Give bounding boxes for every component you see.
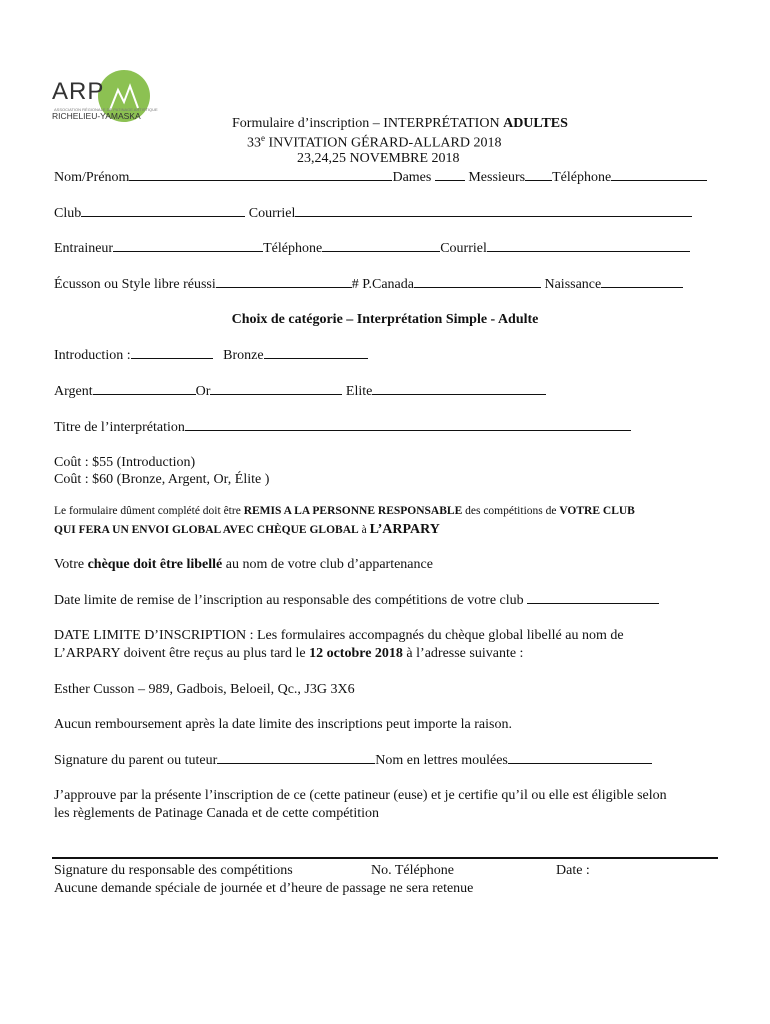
footer-divider (52, 857, 718, 859)
elite-label: Elite (345, 384, 373, 399)
naissance-field[interactable] (601, 276, 683, 288)
row-nom (54, 169, 707, 186)
titre-label: Titre de l’interprétation (54, 420, 185, 435)
argent-field[interactable] (93, 383, 196, 395)
cheque-bold: chèque doit être libellé (87, 557, 223, 572)
notice-line1 (54, 505, 635, 517)
elite-field[interactable] (372, 383, 546, 395)
footer-signature-label: Signature du responsable des compétitions (54, 863, 293, 878)
row-signature-parent (54, 752, 652, 769)
form-title (232, 116, 568, 132)
introduction-field[interactable] (131, 347, 213, 359)
cheque-line (54, 557, 433, 573)
notice-votre-club: VOTRE CLUB (559, 505, 635, 517)
event-title: INVITATION GÉRARD-ALLARD 2018 (265, 135, 502, 151)
pcanada-field[interactable] (414, 276, 541, 288)
footer-date-label: Date : (556, 863, 590, 878)
titre-field[interactable] (185, 419, 631, 431)
row-introduction (54, 347, 368, 364)
courriel-label: Courriel (248, 206, 296, 221)
address: Esther Cusson – 989, Gadbois, Beloeil, Qc., J3G 3X6 (54, 682, 355, 697)
deadline-pre: L’ARPARY doivent être reçus au plus tard le (54, 646, 310, 661)
cheque-post: au nom de votre club d’appartenance (222, 557, 433, 572)
deadline-line1: DATE LIMITE D’INSCRIPTION : Les formulaires accompagnés du chèque global libellé au nom de (54, 628, 624, 643)
approval-line2: les règlements de Patinage Canada et de cette compétition (54, 806, 379, 821)
or-field[interactable] (210, 383, 342, 395)
nom-lettres-label: Nom en lettres moulées (375, 753, 508, 768)
row-ecusson (54, 276, 683, 293)
nom-lettres-field[interactable] (508, 752, 652, 764)
courriel-field[interactable] (295, 205, 692, 217)
messieurs-field[interactable] (525, 169, 552, 181)
footer-telephone-label: No. Téléphone (371, 863, 454, 878)
bronze-field[interactable] (264, 347, 368, 359)
arp-logo (52, 70, 162, 126)
row-entraineur (54, 240, 690, 257)
notice-text-3: à (358, 524, 370, 536)
refund-notice: Aucun remboursement après la date limite des inscriptions peut importe la raison. (54, 717, 512, 732)
cost-introduction: Coût : $55 (Introduction) (54, 455, 196, 470)
footer-note: Aucune demande spéciale de journée et d’heure de passage ne sera retenue (54, 881, 474, 896)
entraineur-courriel-label: Courriel (440, 241, 487, 256)
date-limite-club-label: Date limite de remise de l’inscription au responsable des compétitions de votre club (54, 593, 524, 608)
row-titre (54, 419, 631, 436)
nom-label: Nom/Prénom (54, 170, 130, 185)
club-label: Club (54, 206, 82, 221)
notice-text-1: Le formulaire dûment complété doit être (54, 505, 244, 517)
approval-line1: J’approuve par la présente l’inscription de ce (cette patineur (euse) et je certifie qu’il ou elle est éligible selon (54, 788, 667, 803)
notice-arpary: L’ARPARY (369, 522, 440, 537)
event-ordinal: e (261, 133, 265, 143)
naissance-label: Naissance (544, 277, 602, 292)
entraineur-label: Entraineur (54, 241, 114, 256)
event-name (247, 133, 501, 152)
category-title: Choix de catégorie – Interprétation Simple - Adulte (231, 312, 539, 327)
form-title-prefix: Formulaire d’inscription – INTERPRÉTATION (232, 116, 504, 131)
entraineur-field[interactable] (113, 240, 263, 252)
argent-label: Argent (54, 384, 93, 399)
date-limite-club-field[interactable] (527, 592, 659, 604)
notice-line2 (54, 522, 440, 538)
notice-envoi-global: QUI FERA UN ENVOI GLOBAL AVEC CHÈQUE GLOBAL (54, 524, 359, 536)
deadline-date: 12 octobre 2018 (309, 646, 403, 661)
row-date-limite-club (54, 592, 659, 609)
telephone-label: Téléphone (552, 170, 612, 185)
deadline-line2 (54, 646, 523, 662)
ecusson-label: Écusson ou Style libre réussi (54, 277, 216, 292)
introduction-label: Introduction : (54, 348, 131, 363)
ecusson-field[interactable] (216, 276, 352, 288)
cheque-pre: Votre (54, 557, 88, 572)
logo-subtitle: RICHELIEU-YAMASKA (52, 111, 141, 121)
telephone-field[interactable] (611, 169, 707, 181)
club-field[interactable] (81, 205, 245, 217)
notice-responsable: REMIS A LA PERSONNE RESPONSABLE (243, 505, 463, 517)
bronze-label: Bronze (223, 348, 264, 363)
entraineur-courriel-field[interactable] (487, 240, 690, 252)
notice-text-2: des compétitions de (462, 505, 560, 517)
or-label: Or (195, 384, 211, 399)
nom-field[interactable] (129, 169, 392, 181)
signature-parent-label: Signature du parent ou tuteur (54, 753, 218, 768)
cost-other: Coût : $60 (Bronze, Argent, Or, Élite ) (54, 472, 270, 487)
row-argent (54, 383, 546, 400)
signature-parent-field[interactable] (217, 752, 375, 764)
logo-text: ARP (52, 78, 105, 105)
messieurs-label: Messieurs (468, 170, 526, 185)
pcanada-label: # P.Canada (351, 277, 414, 292)
dames-field[interactable] (435, 169, 465, 181)
form-title-bold: ADULTES (503, 116, 568, 131)
entraineur-telephone-label: Téléphone (263, 241, 323, 256)
row-club (54, 205, 692, 222)
event-dates: 23,24,25 NOVEMBRE 2018 (297, 151, 460, 166)
entraineur-telephone-field[interactable] (322, 240, 440, 252)
deadline-post: à l’adresse suivante : (402, 646, 524, 661)
dames-label: Dames (392, 170, 432, 185)
logo-tiny-text: ASSOCIATION RÉGIONALE DE PATINAGE ARTISTIQUE (54, 107, 158, 112)
event-number: 33 (247, 135, 261, 151)
